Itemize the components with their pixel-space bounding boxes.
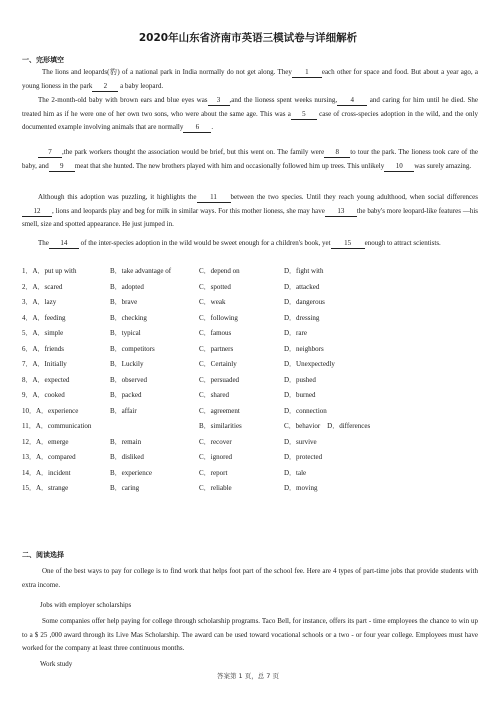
option-row xyxy=(22,437,482,453)
option-row xyxy=(22,313,482,329)
option-choice[interactable]: D．rare xyxy=(284,329,307,337)
cloze-text: The xyxy=(38,239,49,247)
option-choice[interactable]: 13．A．compared xyxy=(22,453,76,461)
option-row xyxy=(22,468,482,484)
option-row xyxy=(22,359,482,375)
option-choice[interactable]: D．dressing xyxy=(284,313,320,322)
option-choice[interactable]: B．observed xyxy=(110,375,147,384)
option-choice[interactable]: 11．A．communication xyxy=(22,422,92,430)
cloze-blank[interactable]: 9 xyxy=(49,162,75,172)
cloze-blank[interactable]: 1 xyxy=(292,68,322,78)
option-choice[interactable]: C．shared xyxy=(199,391,229,399)
option-choice[interactable]: D．fight with xyxy=(284,267,324,275)
option-choice[interactable]: 15．A．strange xyxy=(22,484,69,492)
option-choice[interactable]: B．competitors xyxy=(110,344,155,353)
cloze-text: a baby leopard. xyxy=(120,81,164,90)
option-row xyxy=(22,390,482,406)
section-heading-reading: 二、阅读选择 xyxy=(22,551,64,559)
options-list xyxy=(22,266,482,499)
cloze-blank[interactable]: 13 xyxy=(325,207,357,217)
option-choice[interactable]: C．ignored xyxy=(199,453,233,461)
option-row xyxy=(22,344,482,360)
cloze-blank[interactable]: 7 xyxy=(38,148,62,158)
option-choice[interactable]: B．brave xyxy=(110,298,138,306)
option-choice[interactable]: 7．A．Initially xyxy=(22,360,67,368)
option-choice[interactable]: D．Unexpectedly xyxy=(284,360,335,368)
option-row xyxy=(22,282,482,298)
option-choice[interactable]: C．persuaded xyxy=(199,375,240,384)
option-choice[interactable]: D．neighbors xyxy=(284,344,324,353)
cloze-blank[interactable]: 12 xyxy=(22,207,52,217)
option-choice[interactable]: B．disliked xyxy=(110,453,144,461)
option-choice[interactable]: B．Luckily xyxy=(110,360,144,368)
cloze-text: The 2-month-old baby with brown ears and blue eyes was xyxy=(38,96,208,104)
option-choice[interactable]: C．behavior D．differences xyxy=(284,422,371,430)
reading-heading-2: Work study xyxy=(40,660,73,668)
cloze-text: of the inter-species adoption in the wild would be sweet enough for a children's book, yet xyxy=(80,239,331,247)
cloze-blank[interactable]: 5 xyxy=(291,110,317,120)
option-choice[interactable]: 9．A．cooked xyxy=(22,391,65,399)
cloze-paragraph-1 xyxy=(22,66,478,93)
cloze-blank[interactable]: 4 xyxy=(337,96,367,106)
option-choice[interactable]: C．depend on xyxy=(199,267,240,275)
cloze-text: . xyxy=(211,123,214,132)
cloze-text: ,the park workers thought the association would be brief, but this went on. The family were xyxy=(62,148,325,156)
option-choice[interactable]: 4．A．feeding xyxy=(22,313,66,322)
cloze-text: the baby's more leopard-like features —his smell, size and spotted appearance. He just jumped in. xyxy=(22,206,478,229)
option-choice[interactable]: C．weak xyxy=(199,298,226,306)
option-choice[interactable]: C．spotted xyxy=(199,282,231,291)
option-choice[interactable]: 1．A．put up with xyxy=(22,267,77,275)
option-row xyxy=(22,483,482,499)
option-choice[interactable]: D．burned xyxy=(284,391,316,399)
option-choice[interactable]: B．similarities xyxy=(199,422,242,430)
option-choice[interactable]: B．packed xyxy=(110,391,142,399)
cloze-blank[interactable]: 14 xyxy=(49,239,79,249)
option-choice[interactable]: 14．A．incident xyxy=(22,468,71,477)
option-choice[interactable]: B．adopted xyxy=(110,282,144,291)
option-choice[interactable]: D．tale xyxy=(284,468,307,477)
option-choice[interactable]: C．recover xyxy=(199,437,232,446)
option-choice[interactable]: C．agreement xyxy=(199,406,240,415)
option-choice[interactable]: C．famous xyxy=(199,329,232,337)
option-choice[interactable]: B．affair xyxy=(110,406,137,415)
option-row xyxy=(22,297,482,313)
cloze-paragraph-4 xyxy=(22,191,478,232)
reading-intro: One of the best ways to pay for college is to find work that helps foot part of the school fee. Here are 4 types of part-time jobs that provide students with extra income. xyxy=(22,567,478,589)
section-heading-cloze: 一、完形填空 xyxy=(22,56,64,64)
document-title: 2020年山东省济南市英语三模试卷与详细解析 xyxy=(138,32,358,44)
cloze-text: each other for space and food. But about a year ago, a young lioness in the park xyxy=(22,68,478,90)
cloze-paragraph-3 xyxy=(22,146,478,173)
option-choice[interactable]: B．experience xyxy=(110,468,152,477)
cloze-text: The lions and leopards(豹) of a national park in India normally do not get along. They xyxy=(42,68,292,76)
option-choice[interactable]: D．attacked xyxy=(284,282,320,291)
page-footer: 答案第 1 页，总 7 页 xyxy=(216,672,280,680)
cloze-blank[interactable]: 8 xyxy=(324,148,350,158)
cloze-text: , lions and leopards play and beg for milk in similar ways. For this mother lioness, she may have xyxy=(52,206,325,215)
option-choice[interactable]: B．remain xyxy=(110,437,142,446)
reading-heading-1: Jobs with employer scholarships xyxy=(40,601,132,609)
cloze-text: was surely amazing. xyxy=(414,161,472,170)
reading-paragraph-1: Some companies offer help paying for college through scholarship programs. Taco Bell, for instance, offers its part - time employees the chance to win up to a $ 25 ,000 award through its Live Mas Scholarship. The award can be used toward vocational schools or a two - or four year college. Employees must have worked for the company at least three continuous months. xyxy=(22,617,478,653)
option-choice[interactable]: C．report xyxy=(199,468,228,477)
option-choice[interactable]: B．typical xyxy=(110,329,141,337)
option-row xyxy=(22,452,482,468)
option-choice[interactable]: 12．A．emerge xyxy=(22,437,69,446)
option-choice[interactable]: 8．A．expected xyxy=(22,375,70,384)
option-choice[interactable]: D．connection xyxy=(284,406,327,415)
option-choice[interactable]: C．following xyxy=(199,313,238,322)
cloze-text: ,and the lioness spent weeks nursing, xyxy=(229,96,338,104)
option-choice[interactable]: D．protected xyxy=(284,453,323,461)
cloze-paragraph-5 xyxy=(22,237,478,251)
option-choice[interactable]: 10．A．experience xyxy=(22,406,79,415)
option-choice[interactable]: D．dangerous xyxy=(284,298,325,306)
option-choice[interactable]: 3．A．lazy xyxy=(22,298,57,306)
cloze-text: enough to attract scientists. xyxy=(364,239,441,247)
option-row xyxy=(22,406,482,422)
cloze-text: between the two species. Until they reach young adulthood, when social differences xyxy=(230,193,478,201)
option-choice[interactable]: C．Certainly xyxy=(199,360,237,368)
cloze-text: to tour the park. The lioness took care of the baby, and xyxy=(22,148,478,170)
cloze-blank[interactable]: 10 xyxy=(384,162,414,172)
cloze-blank[interactable]: 15 xyxy=(331,239,365,249)
option-choice[interactable]: 2．A．scared xyxy=(22,282,63,291)
cloze-text: and caring for him until he died. She treated him as if he were one of her own two sons, who were about the same age. This was a xyxy=(22,96,479,118)
cloze-blank[interactable]: 2 xyxy=(92,82,118,92)
cloze-text: case of cross-species adoption in the wild, and the only documented example involving animals that are normally xyxy=(22,109,479,132)
option-choice[interactable]: 6．A．friends xyxy=(22,344,64,353)
option-choice[interactable]: 5．A．simple xyxy=(22,329,64,337)
option-choice[interactable]: B．caring xyxy=(110,484,140,492)
cloze-text: meat that she hunted. The new brothers played with him and occasionally followed him up trees. This unlikely xyxy=(74,161,385,170)
cloze-blank[interactable]: 6 xyxy=(183,123,211,133)
option-choice[interactable]: C．partners xyxy=(199,344,234,353)
option-choice[interactable]: B．take advantage of xyxy=(110,267,172,275)
option-choice[interactable]: D．moving xyxy=(284,484,318,492)
option-row xyxy=(22,375,482,391)
cloze-blank[interactable]: 3 xyxy=(208,96,230,106)
cloze-text: Although this adoption was puzzling, it highlights the xyxy=(38,193,197,201)
cloze-paragraph-2 xyxy=(22,94,478,135)
option-choice[interactable]: C．reliable xyxy=(199,484,232,492)
option-row xyxy=(22,266,482,282)
option-choice[interactable]: D．survive xyxy=(284,437,317,446)
option-row xyxy=(22,421,482,437)
cloze-blank[interactable]: 11 xyxy=(197,193,231,203)
option-choice[interactable]: B．checking xyxy=(110,313,147,322)
option-row xyxy=(22,328,482,344)
option-choice[interactable]: D．pushed xyxy=(284,375,316,384)
